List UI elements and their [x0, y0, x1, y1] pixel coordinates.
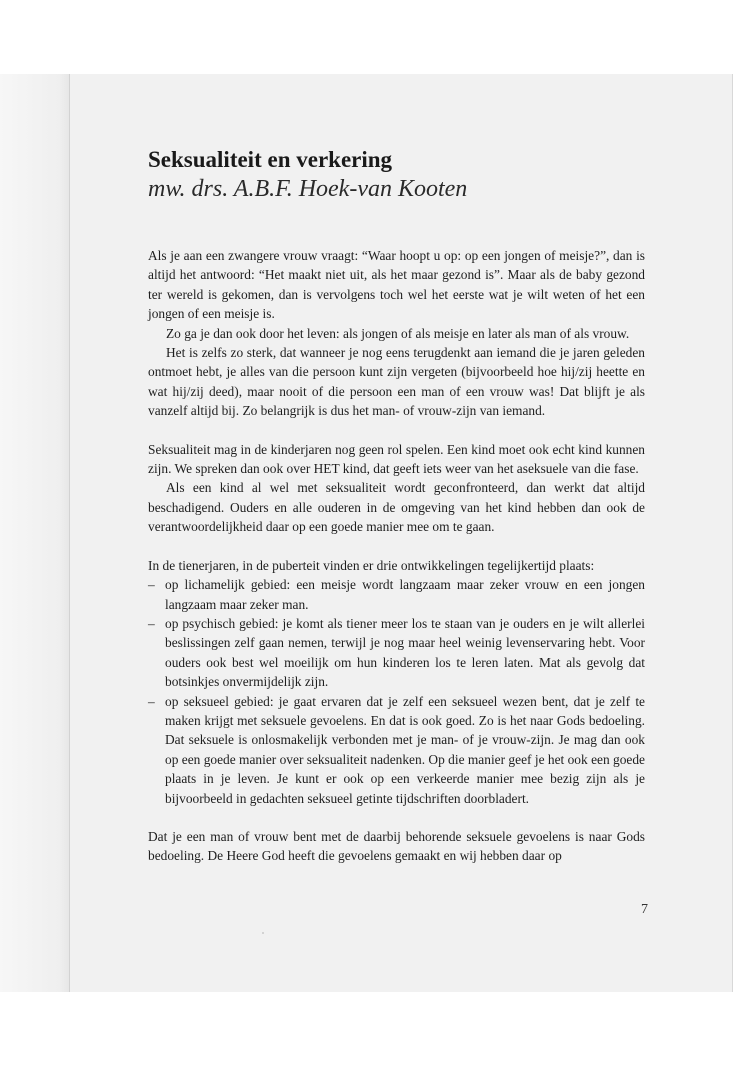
list-dash: – [148, 615, 155, 631]
page-spine-shadow [0, 74, 70, 992]
paragraph-childhood: Seksualiteit mag in de kinderjaren nog geen rol spelen. Een kind moet ook echt kind kunnen zijn. We spreken dan ook over HET kind, dat geeft iets weer van het aseksuele van die fase. [148, 441, 645, 477]
chapter-title: Seksualiteit en verkering [148, 147, 393, 172]
list-dash: – [148, 693, 155, 709]
list-item [148, 692, 645, 808]
paragraph-teen-years: In de tienerjaren, in de puberteit vinden er drie ontwikkelingen tegelijkertijd plaats: [148, 557, 595, 573]
paper-speck [262, 932, 264, 934]
chapter-author: mw. drs. A.B.F. Hoek-van Kooten [148, 176, 468, 202]
page-spine-edge [69, 74, 70, 992]
list-item [148, 575, 645, 614]
page-text-block [148, 146, 645, 866]
list-item [148, 614, 645, 692]
paragraph-through-life: Zo ga je dan ook door het leven: als jongen of als meisje en later als man of als vrouw. [166, 325, 630, 341]
development-list [148, 575, 645, 808]
page-number: 7 [641, 902, 648, 917]
paragraph-remembering: Het is zelfs zo sterk, dat wanneer je nog eens terugdenkt aan iemand die je jaren geleden ontmoet hebt, je alles van die persoon kunt zijn vergeten (bijvoorbeeld hoe hij/zij heette en wat hij/zij deed), maar nooit of die persoon een man of een vrouw was! Dat blijft je als vanzelf altijd bij. Zo belangrijk is dus het man- of vrouw-zijn van iemand. [148, 345, 645, 419]
paragraph-gods-intention: Dat je een man of vrouw bent met de daarbij behorende seksuele gevoelens is naar Gods bedoeling. De Heere God heeft die gevoelens gemaakt en wij hebben daar op [148, 828, 645, 864]
list-item-text: op lichamelijk gebied: een meisje wordt langzaam maar zeker vrouw en een jongen langzaam maar zeker man. [165, 577, 645, 612]
list-item-text: op psychisch gebied: je komt als tiener meer los te staan van je ouders en je wilt allerlei beslissingen zelf gaan nemen, terwijl je nog maar heel weinig levenservaring hebt. Voor ouders ook best wel moeilijk om hun kinderen los te leren laten. Mat als gevolg dat botsinkjes onvermijdelijk zijn. [165, 615, 645, 690]
list-dash: – [148, 577, 155, 593]
paragraph-intro: Als je aan een zwangere vrouw vraagt: “Waar hoopt u op: op een jongen of meisje?”, dan is altijd het antwoord: “Het maakt niet uit, als het maar gezond is”. Maar als de baby gezond ter wereld is gekomen, dan is vervolgens toch wel het eerste wat je wilt weten of het een jongen of een meisje is. [148, 248, 645, 322]
paragraph-confrontation: Als een kind al wel met seksualiteit wordt geconfronteerd, dan werkt dat altijd beschadigend. Ouders en alle ouderen in de omgeving van het kind hebben dan ook de verantwoordelijkheid daar op een goede manier mee om te gaan. [148, 480, 645, 535]
list-item-text: op seksueel gebied: je gaat ervaren dat je zelf een seksueel wezen bent, dat je zelf te maken krijgt met seksuele gevoelens. En dat is ook goed. Zo is het naar Gods bedoeling. Dat seksuele is onlosmakelijk verbonden met je man- of je vrouw-zijn. Je mag dan ook op een goede manier over seksualiteit nadenken. Op die manier geef je het ook een goede plaats in je leven. Je kunt er ook op een verkeerde manier mee bezig zijn als je bijvoorbeeld in gedachten seksueel getinte tijdschriften doorbladert. [165, 693, 645, 806]
